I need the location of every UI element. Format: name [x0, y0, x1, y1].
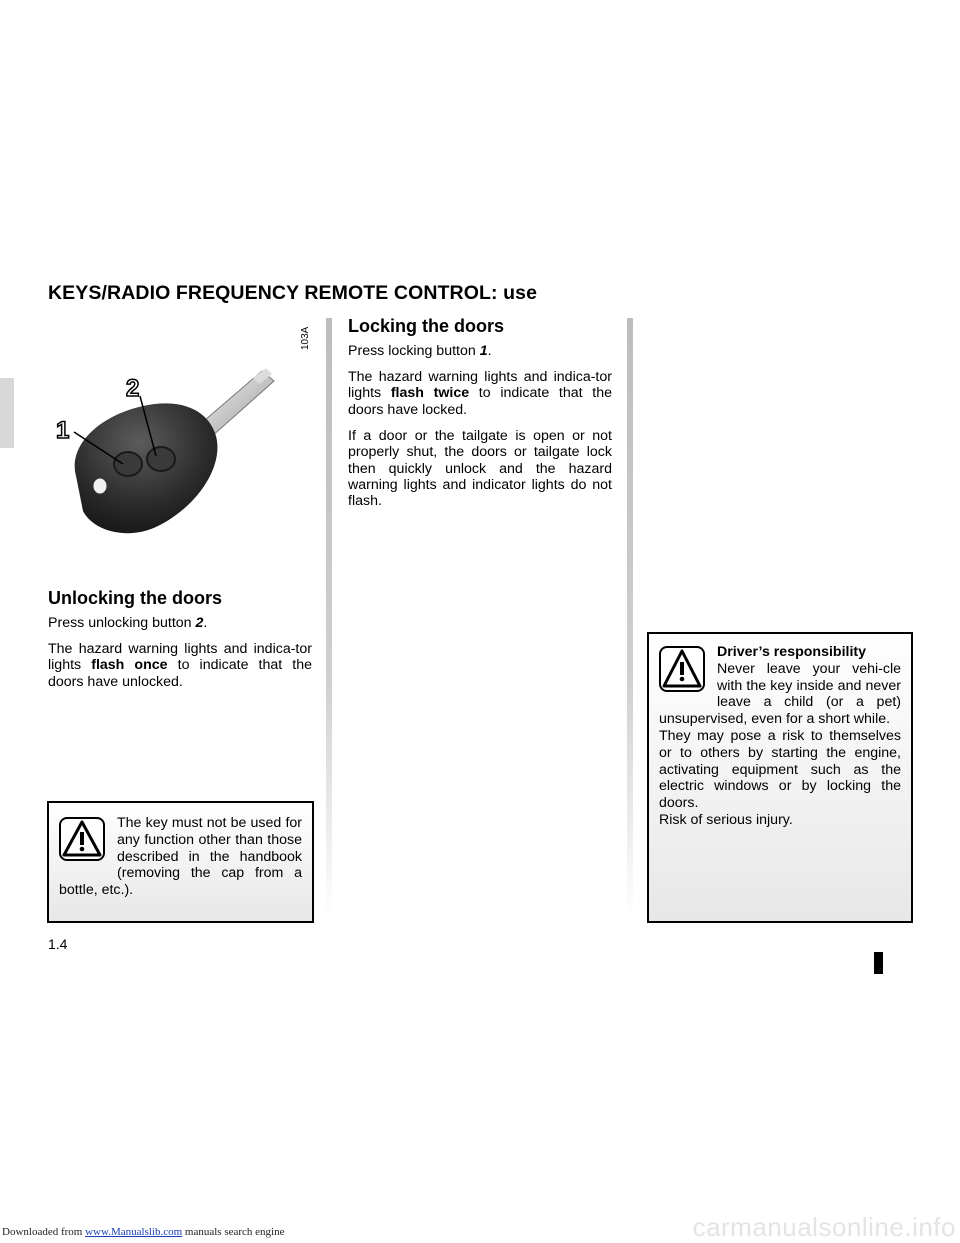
button-ref-1: 1	[479, 343, 488, 359]
button-ref-2: 2	[195, 615, 204, 631]
key-fob-illustration	[48, 316, 318, 546]
key-warning-box	[47, 801, 314, 923]
watermark: carmanualsonline.info	[692, 1212, 956, 1242]
download-footer: Downloaded from www.Manualslib.com manuals search engine	[2, 1226, 285, 1238]
locking-heading: Locking the doors	[348, 316, 505, 336]
driver-warning-box	[647, 632, 913, 923]
page-number: 1.4	[48, 936, 68, 952]
callout-2: 2	[126, 375, 140, 402]
section-end-marker	[874, 952, 883, 974]
callout-1: 1	[56, 417, 70, 444]
unlocking-description: The hazard warning lights and indica-tor lights flash once to indicate that the doors have unlocked.	[48, 641, 313, 690]
unlocking-heading: Unlocking the doors	[48, 588, 223, 608]
unlocking-button-2	[147, 447, 175, 471]
figure-ref: 103A	[300, 326, 311, 350]
driver-warning-text: Driver’s responsibility Never leave your vehi-cle with the key inside and never leave a child (or a pet) unsupervised, even for a short while. They may pose a risk to themselves or to others by starting the engine, activating equipment such as the electric windows or by locking the doors. Risk of serious injury.	[659, 644, 901, 828]
section-tab	[0, 378, 14, 448]
page-title: KEYS/RADIO FREQUENCY REMOTE CONTROL: use	[48, 282, 538, 304]
key-body	[75, 403, 218, 533]
column-divider-2	[627, 318, 633, 918]
locking-instruction: Press locking button 1.	[348, 343, 492, 359]
locking-button-1	[114, 452, 142, 476]
manualslib-link[interactable]: www.Manualslib.com	[85, 1226, 183, 1238]
locking-description: The hazard warning lights and indica-tor lights flash twice to indicate that the doors have locked.	[348, 369, 612, 418]
driver-warning-heading: Driver’s responsibility	[717, 644, 867, 660]
key-warning-text: The key must not be used for any function other than those described in the handbook (removing the cap from a bottle, etc.).	[59, 815, 302, 899]
locking-note: If a door or the tailgate is open or not properly shut, the doors or tailgate lock then quickly unlock and the hazard warning lights and indicator lights do not flash.	[348, 428, 612, 510]
unlocking-instruction: Press unlocking button 2.	[48, 615, 208, 631]
column-divider-1	[326, 318, 332, 918]
